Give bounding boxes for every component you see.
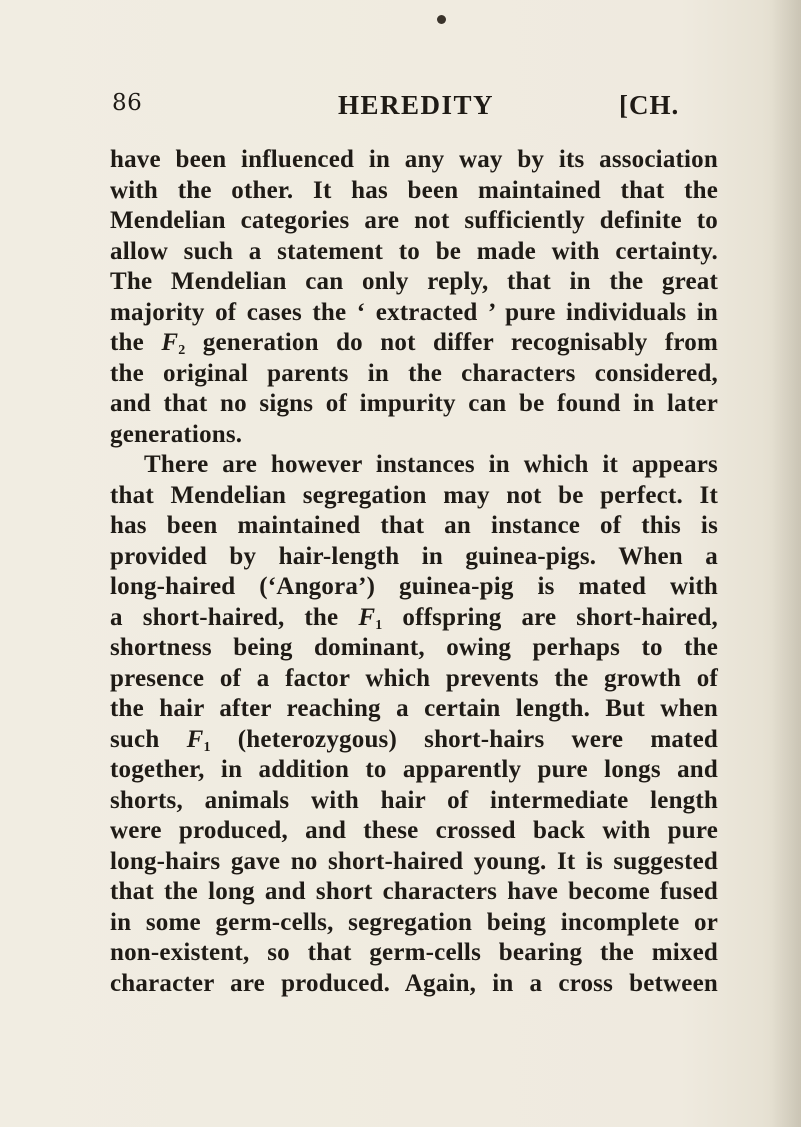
text-line: The Mendelian can only reply, that in the great — [110, 268, 718, 295]
text-segment: generation do not differ recognisably from — [185, 329, 718, 356]
text-line: There are however instances in which it appears — [144, 451, 718, 478]
running-header — [110, 90, 718, 130]
running-title: HEREDITY — [338, 90, 495, 120]
text-line: presence of a factor which prevents the growth of — [110, 664, 718, 692]
text-line: has been maintained that an instance of this is — [110, 512, 718, 539]
text-segment: offspring are short-haired, — [382, 603, 718, 631]
text-segment: a short-haired, the — [110, 603, 359, 631]
text-line: long-haired (‘Angora’) guinea-pig is mated with — [110, 573, 718, 600]
text-line: that the long and short characters have become fused — [110, 878, 718, 905]
italic-symbol: F — [358, 603, 376, 631]
text-line: that Mendelian segregation may not be perfect. It — [110, 481, 718, 509]
text-segment: (heterozygous) short-hairs were mated — [210, 725, 718, 753]
text-line: allow such a statement to be made with certainty. — [110, 237, 718, 265]
text-line — [110, 603, 718, 633]
italic-symbol: F — [186, 725, 204, 753]
text-line: together, in addition to apparently pure longs and — [110, 756, 718, 783]
chapter-mark: [CH. — [619, 90, 680, 120]
text-segment: the — [110, 329, 162, 356]
text-segment: such — [110, 725, 187, 753]
text-line: non-existent, so that germ-cells bearing the mixed — [110, 939, 718, 966]
printed-dot-mark — [437, 15, 446, 24]
text-line — [110, 725, 718, 755]
text-line: generations. — [110, 420, 243, 448]
text-line: long-hairs gave no short-haired young. It is suggested — [110, 847, 718, 875]
text-line — [110, 328, 718, 358]
page-number: 86 — [112, 90, 143, 116]
text-line: and that no signs of impurity can be found in later — [110, 390, 718, 417]
subscript: 2 — [178, 343, 186, 358]
text-line: in some germ-cells, segregation being incomplete or — [110, 908, 718, 936]
subscript: 1 — [203, 739, 211, 755]
text-line: have been influenced in any way by its association — [110, 146, 718, 173]
text-line: Mendelian categories are not sufficiently definite to — [110, 207, 718, 234]
text-line: the hair after reaching a certain length. But when — [110, 695, 718, 722]
italic-symbol: F — [161, 329, 179, 356]
page-edge-shadow — [771, 0, 801, 1127]
text-line: shorts, animals with hair of intermediate length — [110, 786, 718, 814]
text-line: character are produced. Again, in a cross between — [110, 969, 718, 997]
text-line: provided by hair-length in guinea-pigs. When a — [110, 542, 718, 570]
text-line: with the other. It has been maintained that the — [110, 176, 718, 204]
text-line: majority of cases the ‘ extracted ’ pure individuals in — [110, 298, 718, 326]
subscript: 1 — [375, 617, 383, 633]
text-line: were produced, and these crossed back with pure — [110, 817, 718, 844]
text-line: the original parents in the characters considered, — [110, 359, 718, 387]
text-line: shortness being dominant, owing perhaps to the — [110, 634, 718, 661]
